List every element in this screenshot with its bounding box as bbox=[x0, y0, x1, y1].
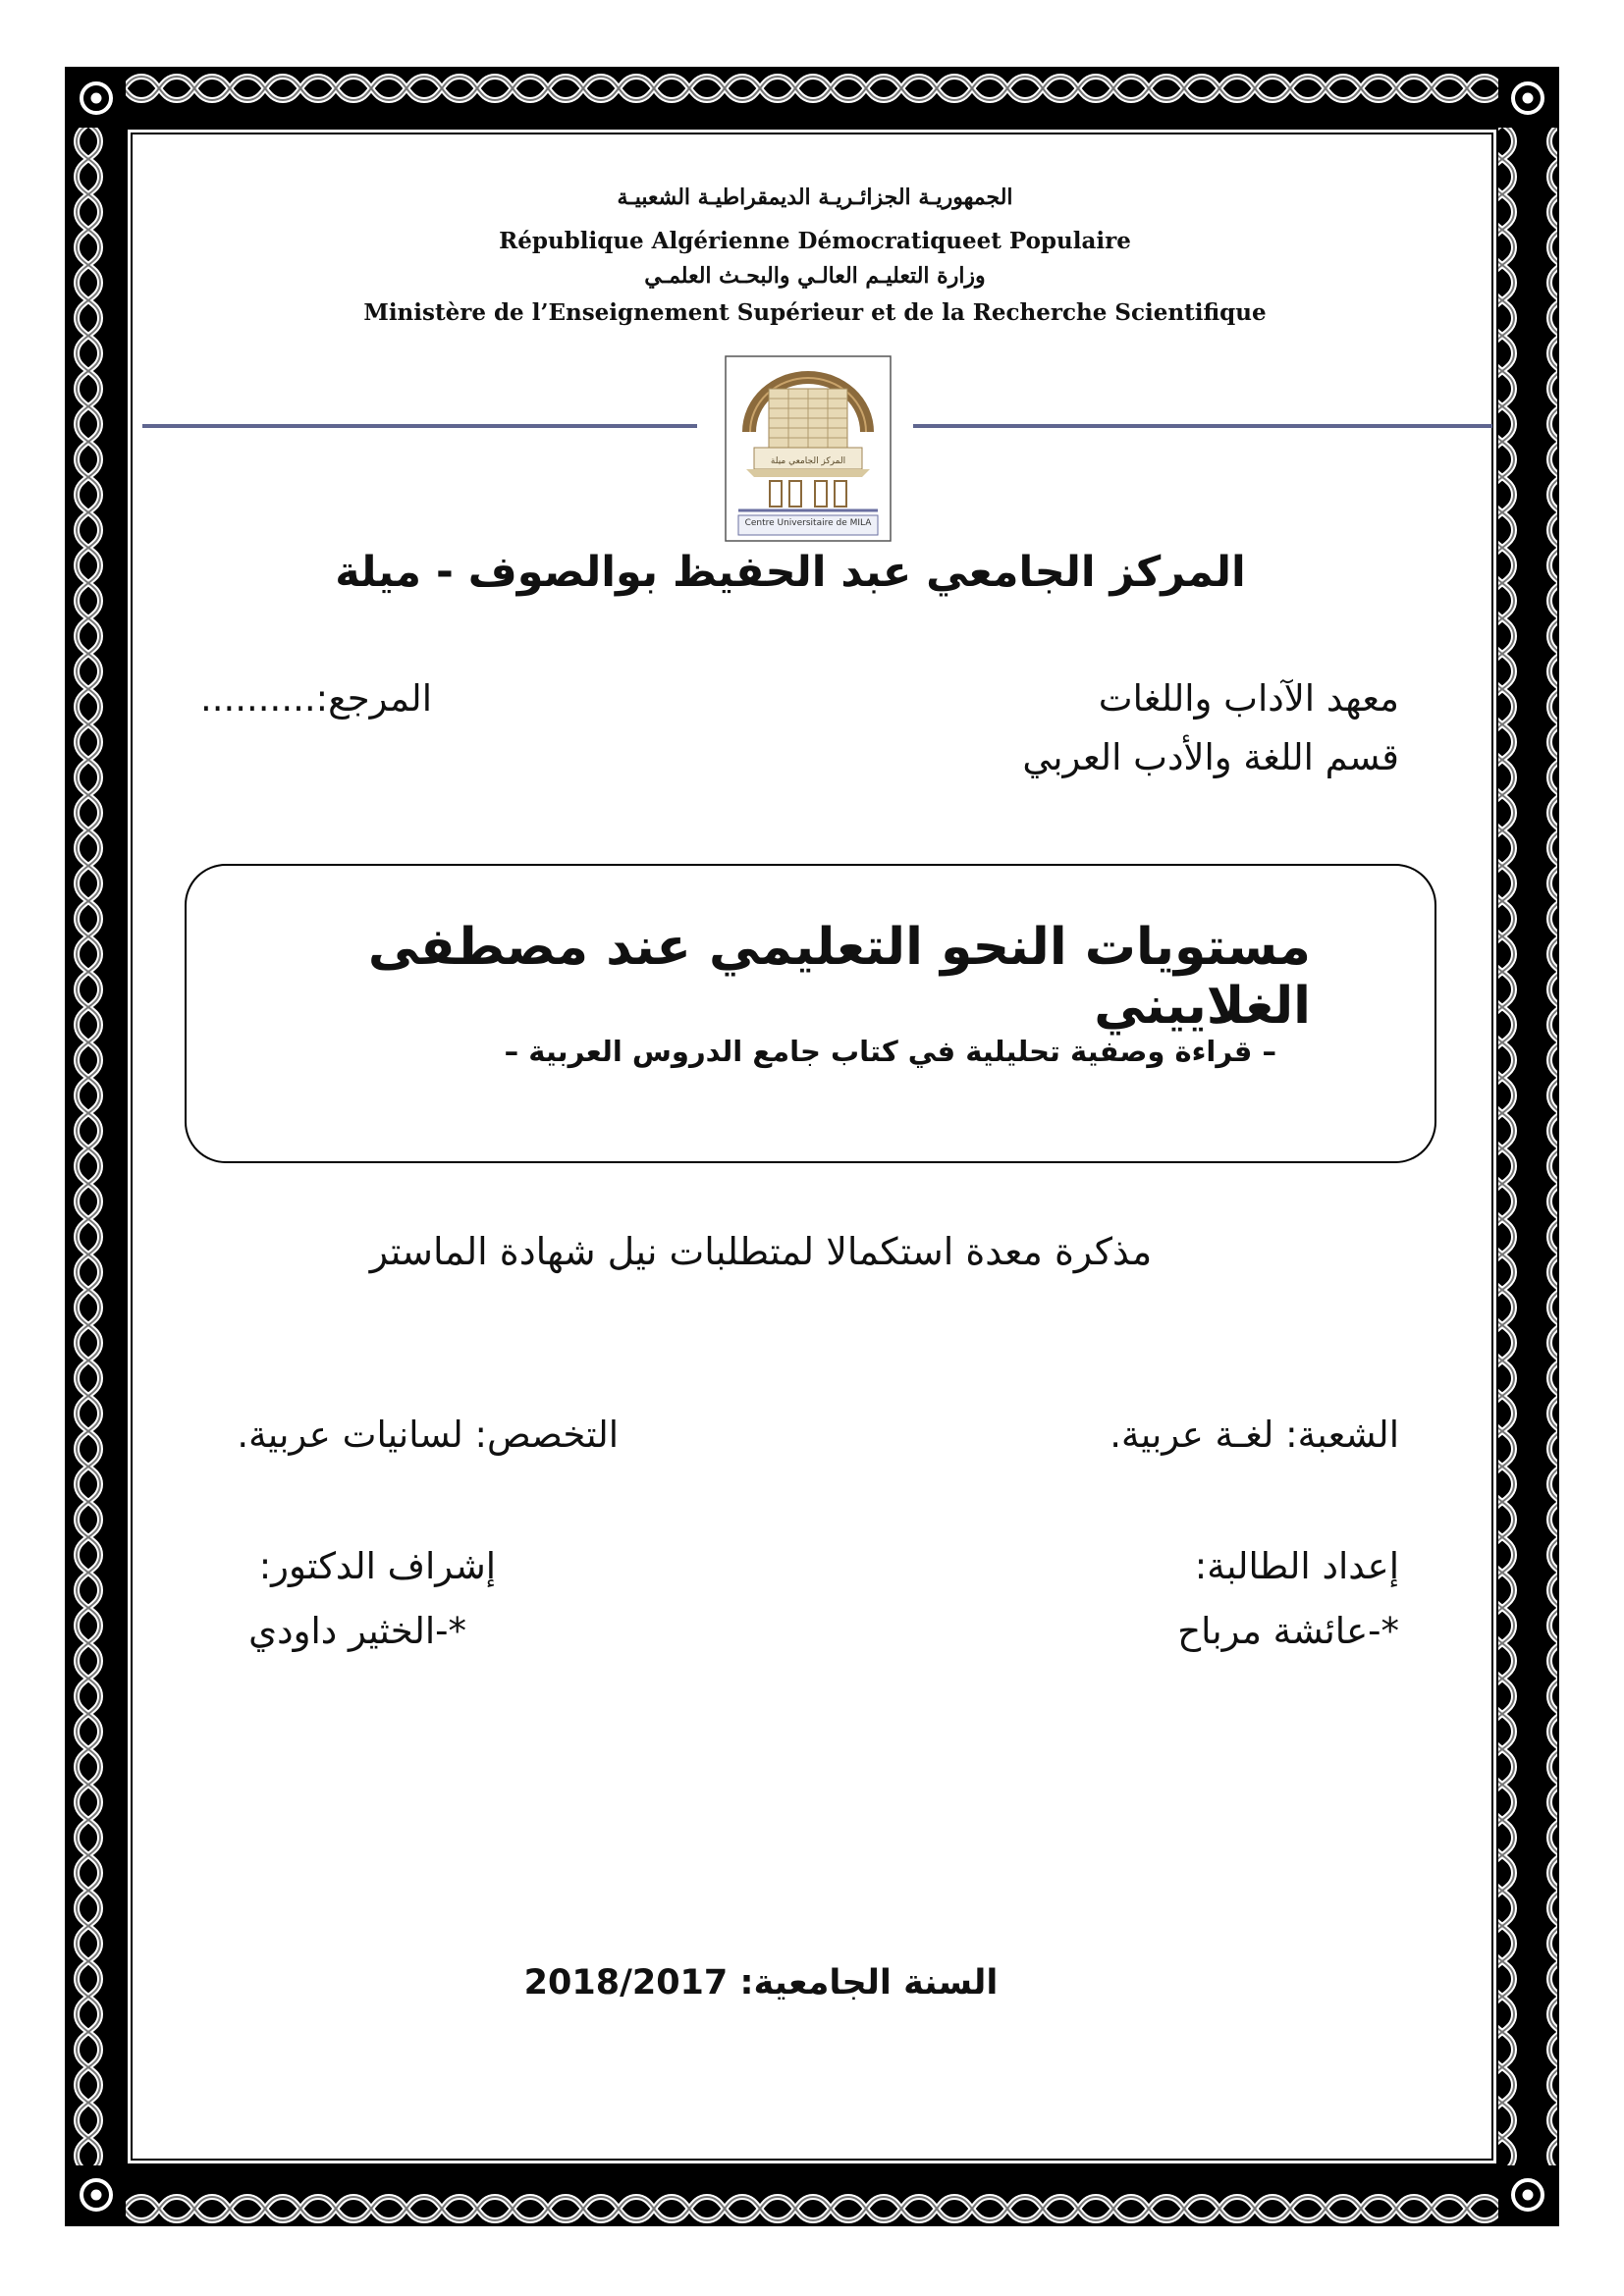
ministry-name-french: Ministère de l’Enseignement Supérieur et de la Recherche Scientifique bbox=[363, 299, 1267, 326]
header-rule-left bbox=[142, 424, 697, 428]
reference-number: المرجع:.......... bbox=[199, 677, 432, 720]
thesis-title: مستويات النحو التعليمي عند مصطفى الغلاييني bbox=[367, 918, 1311, 1036]
logo-caption: Centre Universitaire de MILA bbox=[744, 518, 872, 528]
branch: الشعبة: لغـة عربية. bbox=[1110, 1414, 1399, 1456]
student-label: إعداد الطالبة: bbox=[1194, 1545, 1399, 1587]
academic-year: السنة الجامعية: 2018/2017 bbox=[523, 1963, 999, 2002]
supervisor-label: إشراف الدكتور: bbox=[258, 1545, 496, 1587]
university-name: المركز الجامعي عبد الحفيظ بوالصوف - ميلة bbox=[335, 548, 1246, 597]
specialty: التخصص: لسانيات عربية. bbox=[237, 1414, 619, 1456]
thesis-subtitle: – قراءة وصفية تحليلية في كتاب جامع الدروس العربية – bbox=[504, 1035, 1276, 1068]
logo-building-sign: المركز الجامعي ميلة bbox=[770, 456, 846, 466]
republic-name-arabic: الجمهوريـة الجزائـريـة الديمقراطيـة الشعبيـة bbox=[617, 185, 1013, 210]
institute-name: معهد الآداب واللغات bbox=[1098, 677, 1399, 720]
header-rule-right bbox=[913, 424, 1492, 428]
republic-name-french: République Algérienne Démocratiqueet Populaire bbox=[499, 228, 1131, 254]
ministry-name-arabic: وزارة التعليـم العالـي والبحـث العلمـي bbox=[644, 263, 986, 289]
university-logo bbox=[725, 355, 892, 542]
supervisor-name: *-الخثير داودي bbox=[248, 1610, 466, 1652]
student-name: *-عائشة مرباح bbox=[1177, 1610, 1399, 1652]
degree-statement: مذكرة معدة استكمالا لمتطلبات نيل شهادة الماستر bbox=[369, 1230, 1153, 1273]
department-name: قسم اللغة والأدب العربي bbox=[1022, 736, 1399, 778]
